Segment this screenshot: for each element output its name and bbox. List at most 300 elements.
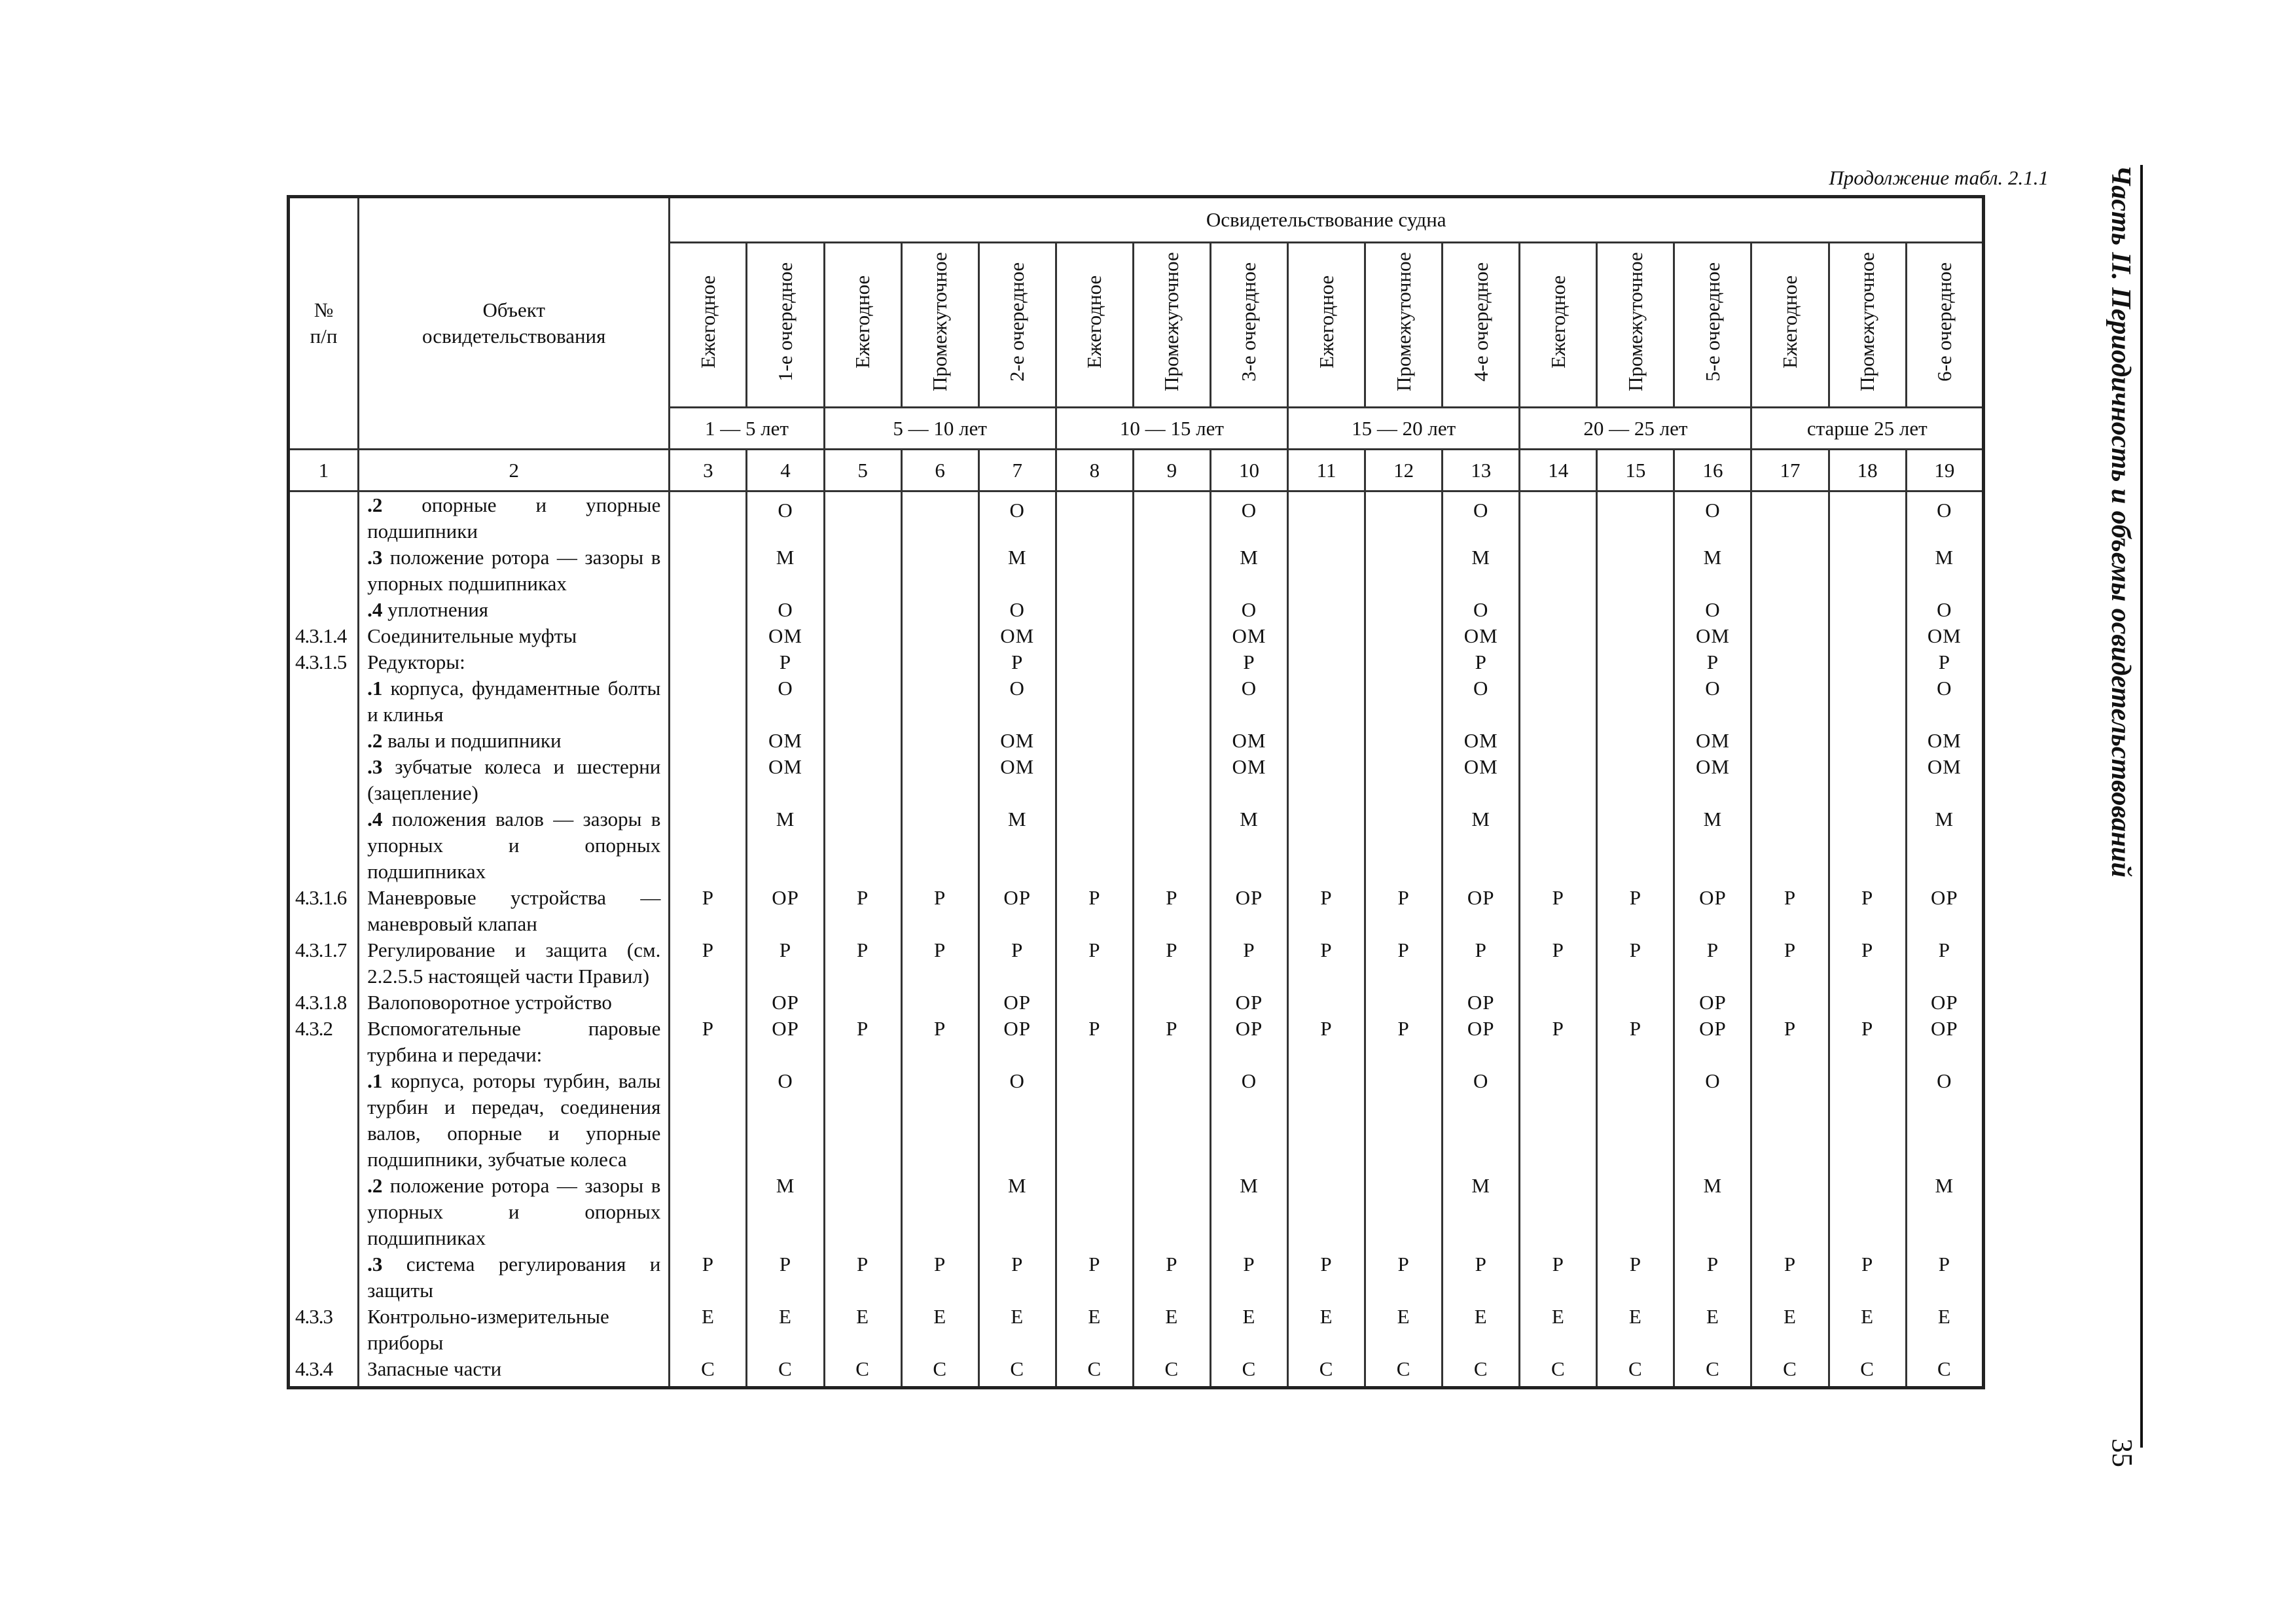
survey-scope-cell [1829, 544, 1906, 597]
survey-scope-cell: Р [901, 937, 978, 990]
item-description: валы и подшипники [382, 729, 562, 752]
survey-scope-cell: С [1829, 1356, 1906, 1388]
table-row [289, 754, 1984, 806]
survey-scope-cell: С [1288, 1356, 1365, 1388]
survey-scope-cell [1829, 675, 1906, 728]
survey-scope-cell [901, 754, 978, 806]
survey-scope-cell: ОР [978, 990, 1056, 1016]
survey-scope-cell: О [1674, 597, 1751, 623]
survey-scope-cell: Р [1674, 1251, 1751, 1304]
survey-scope-cell: Р [1288, 1251, 1365, 1304]
item-object [359, 1356, 670, 1388]
column-number: 4 [747, 450, 824, 491]
survey-scope-cell: М [978, 806, 1056, 885]
survey-scope-cell: Р [1597, 1016, 1674, 1068]
survey-scope-cell [670, 728, 747, 754]
survey-scope-cell [901, 806, 978, 885]
table-row [289, 491, 1984, 545]
survey-scope-cell: Р [1210, 937, 1287, 990]
survey-scope-cell [1751, 597, 1829, 623]
survey-scope-cell [901, 649, 978, 675]
survey-scope-cell [1520, 597, 1597, 623]
survey-type-header [901, 243, 978, 408]
survey-scope-cell [1056, 1173, 1133, 1251]
survey-type-label: Ежегодное [1778, 275, 1802, 368]
survey-type-label: 5-е очередное [1700, 262, 1724, 382]
item-number: 4.3.3 [289, 1304, 359, 1356]
header-object: Объект освидетельствования [359, 197, 670, 450]
survey-scope-cell: О [1674, 491, 1751, 545]
survey-scope-cell [1288, 649, 1365, 675]
survey-scope-cell: ОР [1906, 1016, 1983, 1068]
survey-scope-cell: Р [1751, 937, 1829, 990]
survey-scope-cell: ОМ [1906, 623, 1983, 649]
item-subnumber: .1 [367, 677, 383, 700]
survey-scope-cell: ОМ [1906, 754, 1983, 806]
survey-scope-cell [1365, 806, 1443, 885]
survey-scope-cell [1597, 623, 1674, 649]
survey-scope-cell: Р [1056, 937, 1133, 990]
column-number: 9 [1133, 450, 1210, 491]
survey-scope-cell: Р [978, 649, 1056, 675]
column-number: 2 [359, 450, 670, 491]
survey-scope-cell: Р [747, 1251, 824, 1304]
survey-scope-cell [1133, 754, 1210, 806]
survey-scope-cell [1365, 649, 1443, 675]
survey-scope-cell [1829, 649, 1906, 675]
item-subnumber: .3 [367, 755, 383, 778]
survey-scope-cell: ОР [1674, 990, 1751, 1016]
survey-scope-cell: О [1210, 491, 1287, 545]
table-row [289, 1251, 1984, 1304]
survey-scope-cell [1056, 754, 1133, 806]
survey-scope-cell [1520, 675, 1597, 728]
item-description: Регулирование и защита (см. 2.2.5.5 настоящей части Правил) [367, 938, 661, 988]
survey-scope-cell [901, 990, 978, 1016]
survey-scope-cell: ОР [1210, 1016, 1287, 1068]
item-description: система регулирования и защиты [367, 1253, 661, 1302]
item-object [359, 806, 670, 885]
survey-scope-cell [901, 1173, 978, 1251]
item-description: корпуса, роторы турбин, валы турбин и передач, соединения валов, опорные и упорные подшипники, зубчатые колеса [367, 1069, 661, 1171]
survey-scope-cell [1597, 728, 1674, 754]
survey-scope-cell: Р [1597, 937, 1674, 990]
item-description: Валоповоротное устройство [367, 991, 612, 1014]
survey-scope-cell [1520, 728, 1597, 754]
survey-scope-cell: Р [670, 1251, 747, 1304]
item-number: 4.3.2 [289, 1016, 359, 1068]
survey-scope-cell: Р [1906, 649, 1983, 675]
survey-scope-cell: О [1443, 675, 1520, 728]
survey-scope-cell [824, 649, 901, 675]
survey-scope-cell [824, 491, 901, 545]
survey-scope-cell: ОР [747, 885, 824, 937]
survey-scope-cell [1133, 728, 1210, 754]
period-header: 10 — 15 лет [1056, 408, 1287, 450]
survey-type-header [1443, 243, 1520, 408]
survey-scope-cell: О [1210, 675, 1287, 728]
survey-scope-cell: О [747, 675, 824, 728]
table-body [289, 491, 1984, 1388]
item-subnumber: .2 [367, 729, 383, 752]
item-number [289, 1068, 359, 1173]
survey-type-header [1751, 243, 1829, 408]
survey-type-header [1133, 243, 1210, 408]
survey-scope-cell [1751, 806, 1829, 885]
survey-scope-cell: Р [670, 1016, 747, 1068]
item-number [289, 544, 359, 597]
survey-scope-cell [1829, 728, 1906, 754]
survey-scope-cell: ОМ [1906, 728, 1983, 754]
item-number: 4.3.1.7 [289, 937, 359, 990]
survey-scope-cell [1829, 806, 1906, 885]
survey-type-label: Промежуточное [1391, 252, 1415, 391]
survey-scope-cell [1056, 806, 1133, 885]
survey-scope-cell [1829, 1173, 1906, 1251]
survey-type-header [670, 243, 747, 408]
survey-scope-cell [1288, 806, 1365, 885]
survey-scope-cell [670, 806, 747, 885]
item-subnumber: .2 [367, 1174, 383, 1197]
survey-scope-cell: ОМ [978, 623, 1056, 649]
survey-scope-cell: Р [1829, 1251, 1906, 1304]
survey-scope-cell: М [978, 1173, 1056, 1251]
survey-scope-cell: М [747, 1173, 824, 1251]
survey-scope-cell: М [1906, 544, 1983, 597]
survey-scope-cell: С [1906, 1356, 1983, 1388]
survey-scope-cell: М [1210, 544, 1287, 597]
survey-type-header [1674, 243, 1751, 408]
survey-scope-cell: Р [1133, 1016, 1210, 1068]
item-subnumber: .2 [367, 493, 383, 516]
survey-scope-cell: ОР [1443, 1016, 1520, 1068]
survey-scope-cell: ОР [747, 1016, 824, 1068]
item-description: зубчатые колеса и шестерни (зацепление) [367, 755, 661, 804]
survey-scope-cell: Р [1520, 885, 1597, 937]
survey-scope-cell [1288, 754, 1365, 806]
item-subnumber: .4 [367, 598, 383, 621]
survey-scope-cell: М [1906, 806, 1983, 885]
survey-scope-cell [1829, 491, 1906, 545]
survey-type-header [1210, 243, 1287, 408]
survey-scope-cell: Е [1288, 1304, 1365, 1356]
survey-scope-cell: Р [901, 1016, 978, 1068]
survey-scope-cell: Р [747, 649, 824, 675]
survey-scope-cell: О [1674, 1068, 1751, 1173]
item-number [289, 597, 359, 623]
survey-scope-cell: С [901, 1356, 978, 1388]
item-object [359, 990, 670, 1016]
survey-type-header [1288, 243, 1365, 408]
survey-scope-cell [1365, 1068, 1443, 1173]
survey-scope-cell: Р [1829, 937, 1906, 990]
survey-scope-cell [1056, 544, 1133, 597]
survey-scope-cell [1520, 754, 1597, 806]
survey-scope-cell [824, 544, 901, 597]
survey-scope-cell [670, 990, 747, 1016]
item-subnumber: .3 [367, 1253, 383, 1275]
survey-scope-cell: М [747, 806, 824, 885]
survey-scope-cell: О [1906, 597, 1983, 623]
survey-scope-cell [670, 649, 747, 675]
survey-scope-cell: М [1674, 1173, 1751, 1251]
survey-scope-cell [1056, 649, 1133, 675]
survey-scope-cell: ОР [747, 990, 824, 1016]
survey-scope-cell: О [1210, 597, 1287, 623]
survey-scope-cell [1751, 623, 1829, 649]
item-number [289, 728, 359, 754]
survey-scope-cell: О [978, 675, 1056, 728]
survey-scope-cell: Е [1906, 1304, 1983, 1356]
survey-type-header [1520, 243, 1597, 408]
survey-scope-cell [1829, 990, 1906, 1016]
survey-scope-cell: О [1906, 1068, 1983, 1173]
column-number: 8 [1056, 450, 1133, 491]
survey-scope-cell [1288, 544, 1365, 597]
survey-scope-cell: ОМ [1674, 728, 1751, 754]
item-subnumber: .4 [367, 808, 383, 830]
survey-scope-cell [824, 754, 901, 806]
survey-scope-cell: Р [901, 1251, 978, 1304]
survey-scope-cell: ОМ [747, 728, 824, 754]
column-number: 15 [1597, 450, 1674, 491]
item-number: 4.3.1.8 [289, 990, 359, 1016]
header-survey: Освидетельствование судна [670, 197, 1984, 243]
page-number: 35 [2106, 1438, 2138, 1467]
survey-scope-cell: Е [1365, 1304, 1443, 1356]
survey-scope-cell: Р [1520, 1016, 1597, 1068]
survey-scope-cell: Р [1520, 937, 1597, 990]
survey-scope-cell [1288, 675, 1365, 728]
survey-scope-cell: ОР [978, 1016, 1056, 1068]
table-row [289, 806, 1984, 885]
survey-scope-cell: ОМ [978, 754, 1056, 806]
survey-scope-cell [670, 544, 747, 597]
item-object [359, 1304, 670, 1356]
survey-type-label: Промежуточное [928, 252, 952, 391]
survey-scope-cell [824, 597, 901, 623]
survey-scope-cell: М [747, 544, 824, 597]
survey-scope-cell: Р [1133, 885, 1210, 937]
survey-scope-cell [1133, 990, 1210, 1016]
survey-scope-cell: Е [1674, 1304, 1751, 1356]
survey-scope-cell: ОР [978, 885, 1056, 937]
survey-scope-cell: Р [1520, 1251, 1597, 1304]
survey-scope-cell [1133, 623, 1210, 649]
survey-scope-cell: О [1443, 597, 1520, 623]
survey-scope-cell: С [1751, 1356, 1829, 1388]
survey-scope-cell [1288, 990, 1365, 1016]
survey-scope-cell [1365, 623, 1443, 649]
survey-scope-cell [901, 597, 978, 623]
survey-scope-cell [1751, 990, 1829, 1016]
survey-scope-cell [1597, 990, 1674, 1016]
survey-scope-cell: ОМ [978, 728, 1056, 754]
item-object [359, 623, 670, 649]
survey-scope-cell [1829, 754, 1906, 806]
table-continuation-caption: Продолжение табл. 2.1.1 [1829, 166, 2049, 189]
survey-scope-cell: ОР [1906, 990, 1983, 1016]
survey-scope-cell [824, 990, 901, 1016]
item-object [359, 544, 670, 597]
survey-scope-cell [1520, 623, 1597, 649]
survey-scope-cell: Е [1056, 1304, 1133, 1356]
survey-scope-cell: Е [1829, 1304, 1906, 1356]
item-description: опорные и упорные подшипники [367, 493, 661, 543]
survey-scope-cell [1365, 544, 1443, 597]
survey-scope-cell [1751, 754, 1829, 806]
item-object [359, 597, 670, 623]
survey-scope-cell [1056, 728, 1133, 754]
table-row [289, 885, 1984, 937]
survey-scope-cell: Р [1288, 885, 1365, 937]
survey-scope-cell: ОМ [1443, 754, 1520, 806]
column-number: 5 [824, 450, 901, 491]
survey-scope-cell: С [1597, 1356, 1674, 1388]
survey-scope-cell [824, 1068, 901, 1173]
survey-scope-cell [670, 597, 747, 623]
survey-table [287, 195, 1985, 1389]
survey-scope-cell [670, 754, 747, 806]
survey-type-header [1056, 243, 1133, 408]
survey-scope-cell: Р [1674, 649, 1751, 675]
table-row [289, 649, 1984, 675]
item-object [359, 1173, 670, 1251]
item-description: Контрольно-измерительные приборы [367, 1305, 609, 1354]
item-object [359, 649, 670, 675]
survey-scope-cell: Р [1210, 649, 1287, 675]
column-number: 17 [1751, 450, 1829, 491]
survey-scope-cell: Р [1365, 1016, 1443, 1068]
survey-scope-cell [1365, 491, 1443, 545]
survey-scope-cell: Р [1365, 937, 1443, 990]
survey-scope-cell [1133, 675, 1210, 728]
survey-type-label: 6-е очередное [1932, 262, 1956, 382]
running-side-title: Часть II. Периодичность и объемы освидетельствований [2101, 165, 2143, 1448]
survey-scope-cell [1365, 990, 1443, 1016]
survey-scope-cell [1597, 491, 1674, 545]
survey-scope-cell [1056, 990, 1133, 1016]
table-row [289, 937, 1984, 990]
survey-type-label: Ежегодное [851, 275, 874, 368]
item-description: положения валов — зазоры в упорных и опорных подшипниках [367, 808, 661, 883]
survey-scope-cell: ОР [1443, 885, 1520, 937]
survey-scope-cell [1597, 1068, 1674, 1173]
survey-scope-cell: Р [1751, 885, 1829, 937]
survey-type-header [747, 243, 824, 408]
survey-scope-cell: Е [747, 1304, 824, 1356]
survey-scope-cell: ОМ [747, 623, 824, 649]
survey-scope-cell: Р [747, 937, 824, 990]
survey-scope-cell [1597, 544, 1674, 597]
survey-scope-cell [1133, 491, 1210, 545]
survey-scope-cell [670, 623, 747, 649]
survey-scope-cell [1751, 544, 1829, 597]
item-description: положение ротора — зазоры в упорных и опорных подшипниках [367, 1174, 661, 1249]
item-object [359, 754, 670, 806]
survey-scope-cell: Р [824, 1016, 901, 1068]
survey-scope-cell: О [1674, 675, 1751, 728]
item-subnumber: .1 [367, 1069, 383, 1092]
survey-scope-cell: Р [1597, 1251, 1674, 1304]
survey-scope-cell [1751, 491, 1829, 545]
survey-scope-cell [1365, 597, 1443, 623]
survey-scope-cell: О [1906, 491, 1983, 545]
item-description: Редукторы: [367, 651, 465, 673]
item-object [359, 491, 670, 545]
survey-scope-cell: ОМ [747, 754, 824, 806]
item-description: уплотнения [382, 598, 489, 621]
survey-scope-cell: Р [1133, 937, 1210, 990]
survey-type-header [978, 243, 1056, 408]
item-number [289, 1251, 359, 1304]
survey-scope-cell: О [1210, 1068, 1287, 1173]
survey-scope-cell [1056, 623, 1133, 649]
item-object [359, 675, 670, 728]
survey-scope-cell [1133, 649, 1210, 675]
item-number: 4.3.1.5 [289, 649, 359, 675]
survey-scope-cell: М [1674, 806, 1751, 885]
survey-scope-cell: Р [1443, 1251, 1520, 1304]
survey-scope-cell: С [1520, 1356, 1597, 1388]
survey-scope-cell [824, 728, 901, 754]
item-description: положение ротора — зазоры в упорных подшипниках [367, 546, 661, 595]
survey-scope-cell: Р [1288, 937, 1365, 990]
survey-type-header [1597, 243, 1674, 408]
survey-type-header [824, 243, 901, 408]
survey-scope-cell: Е [1133, 1304, 1210, 1356]
survey-type-header [1906, 243, 1983, 408]
survey-scope-cell: С [824, 1356, 901, 1388]
item-object [359, 937, 670, 990]
survey-scope-cell: Р [1365, 1251, 1443, 1304]
survey-scope-cell [1365, 754, 1443, 806]
survey-scope-cell: М [1906, 1173, 1983, 1251]
survey-scope-cell: Р [1056, 885, 1133, 937]
survey-scope-cell: Е [670, 1304, 747, 1356]
column-number: 16 [1674, 450, 1751, 491]
item-number: 4.3.1.6 [289, 885, 359, 937]
survey-type-label: Ежегодное [1083, 275, 1106, 368]
survey-scope-cell [901, 544, 978, 597]
survey-type-label: Промежуточное [1856, 252, 1879, 391]
survey-type-label: 4-е очередное [1469, 262, 1492, 382]
table-row [289, 623, 1984, 649]
survey-scope-cell: С [978, 1356, 1056, 1388]
survey-scope-cell [1056, 597, 1133, 623]
period-header: 1 — 5 лет [670, 408, 824, 450]
survey-scope-cell: М [1210, 806, 1287, 885]
item-subnumber: .3 [367, 546, 383, 569]
survey-scope-cell: Р [1210, 1251, 1287, 1304]
survey-scope-cell: ОР [1443, 990, 1520, 1016]
survey-scope-cell: М [1674, 544, 1751, 597]
survey-scope-cell: М [1443, 1173, 1520, 1251]
survey-scope-cell: ОР [1906, 885, 1983, 937]
survey-scope-cell [1056, 675, 1133, 728]
survey-scope-cell: Р [978, 1251, 1056, 1304]
survey-scope-cell [1597, 649, 1674, 675]
column-number: 12 [1365, 450, 1443, 491]
survey-scope-cell: С [1056, 1356, 1133, 1388]
survey-scope-cell [670, 675, 747, 728]
survey-scope-cell: С [1443, 1356, 1520, 1388]
survey-scope-cell [670, 1173, 747, 1251]
column-number: 1 [289, 450, 359, 491]
survey-scope-cell [1133, 1173, 1210, 1251]
survey-scope-cell: С [670, 1356, 747, 1388]
survey-scope-cell: О [747, 597, 824, 623]
